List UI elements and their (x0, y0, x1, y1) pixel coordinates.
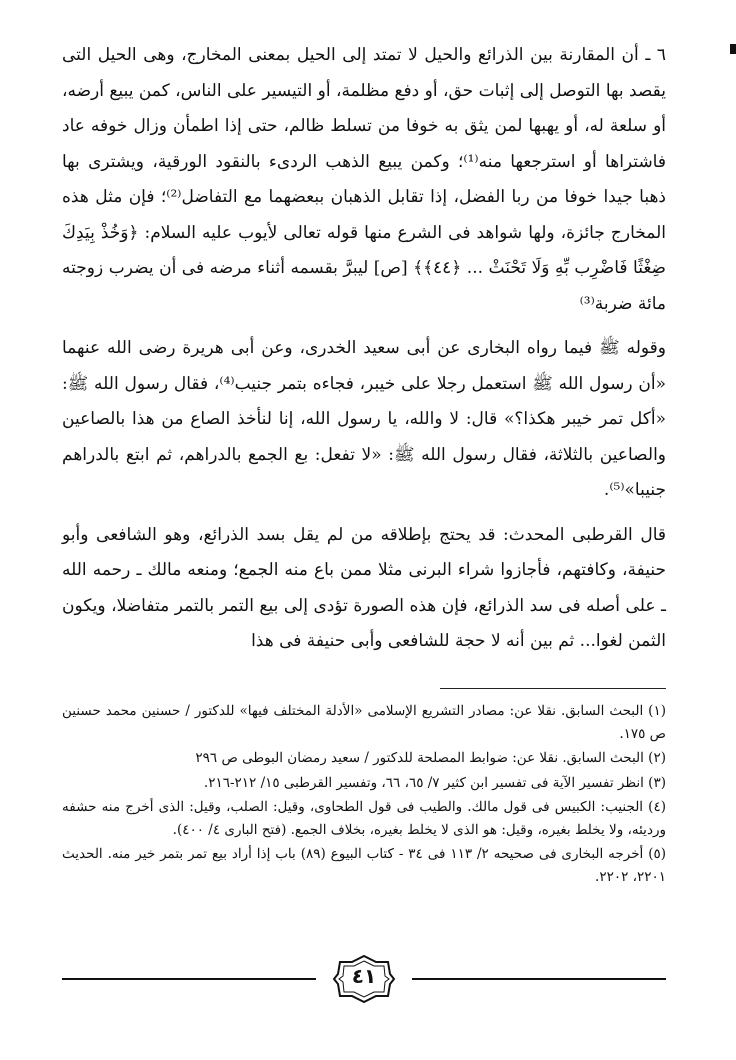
footer-rule-left (62, 978, 316, 980)
margin-mark (730, 44, 736, 54)
paragraph-1: ٦ ـ أن المقارنة بين الذرائع والحيل لا تمتد إلى الحيل بمعنى المخارج، وهى الحيل التى يقصد بها التوصل إلى إثبات حق، أو دفع مظلمة، أو التيسير على الناس، كمن يبيع أرضه، أو سلعة له، أو يهبها لمن يثق به خوفا من تسلط ظالم، حتى إذا اطمأن وزال خوفه عاد فاشتراها أو استرجعها منه⁽¹⁾؛ وكمن يبيع الذهب الردىء بالنقود الورقية، ويشترى بها ذهبا جيدا خوفا من ربا الفضل، إذا تقابل الذهبان ببعضهما مع التفاضل⁽²⁾؛ فإن مثل هذه المخارج جائزة، ولها شواهد فى الشرع منها قوله تعالى لأيوب عليه السلام: ﴿وَخُذْ بِيَدِكَ ضِغْثًا فَاضْرِب بِّهِ وَلَا تَحْنَثْ ... ﴿٤٤﴾﴾ [ص] ليبرَّ بقسمه أثناء مرضه فى أن يضرب زوجته مائة ضربة⁽³⁾ (62, 45, 666, 314)
footnote-1: (١) البحث السابق. نقلا عن: مصادر التشريع الإسلامى «الأدلة المختلف فيها» للدكتور / حسنين محمد حسنين ص ١٧٥. (62, 703, 666, 742)
page-footer (62, 952, 666, 1008)
page-number: ٤١ (351, 964, 377, 988)
paragraph-2: وقوله ﷺ فيما رواه البخارى عن أبى سعيد الخدرى، وعن أبى هريرة رضى الله عنهما «أن رسول الله ﷺ استعمل رجلا على خيبر، فجاءه بتمر جنيب⁽⁴⁾، فقال رسول الله ﷺ: «أكل تمر خيبر هكذا؟» قال: لا والله، يا رسول الله، إنا لنأخذ الصاع من هذا بالصاعين والصاعين بالثلاثة، فقال رسول الله ﷺ: «لا تفعل: بع الجمع بالدراهم، ثم ابتع بالدراهم جنيبا»⁽⁵⁾. (62, 338, 666, 500)
footnote-4: (٤) الجنيب: الكبيس فى قول مالك. والطيب فى قول الطحاوى، وقيل: الصلب، وقيل: الذى أخرج منه حشفه ورديئه، ولا يخلط بغيره، وقيل: هو الذى لا يخلط بغيره، بخلاف الجمع. (فتح البارى ٤/ ٤٠٠). (62, 799, 666, 838)
main-text (62, 38, 666, 660)
footer-rule-right (412, 978, 666, 980)
footnote-5: (٥) أخرجه البخارى فى صحيحه ٢/ ١١٣ فى ٣٤ - كتاب البيوع (٨٩) باب إذا أراد بيع تمر بتمر خير منه. الحديث ٢٢٠١، ٢٢٠٢. (62, 846, 667, 885)
footnote-3: (٣) انظر تفسير الآية فى تفسير ابن كثير ٧/ ٦٥، ٦٦، وتفسير القرطبى ١٥/ ٢١٢-٢١٦. (203, 774, 666, 791)
paragraph-3: قال القرطبى المحدث: قد يحتج بإطلاقه من لم يقل بسد الذرائع، وهو الشافعى وأبو حنيفة، وكافتهم، فأجازوا شراء البرنى مثلا ممن باع منه الجمع؛ ومنعه مالك ـ رحمه الله ـ على أصله فى سد الذرائع، فإن هذه الصورة تؤدى إلى بيع التمر بالتمر متفاضلا، ويكون الثمن لغوا... ثم بين أنه لا حجة للشافعى وأبى حنيفة فى هذا (62, 524, 666, 651)
footnote-separator (440, 688, 666, 689)
footnote-2: (٢) البحث السابق. نقلا عن: ضوابط المصلحة للدكتور / سعيد رمضان البوطى ص ٢٩٦ (195, 750, 666, 766)
